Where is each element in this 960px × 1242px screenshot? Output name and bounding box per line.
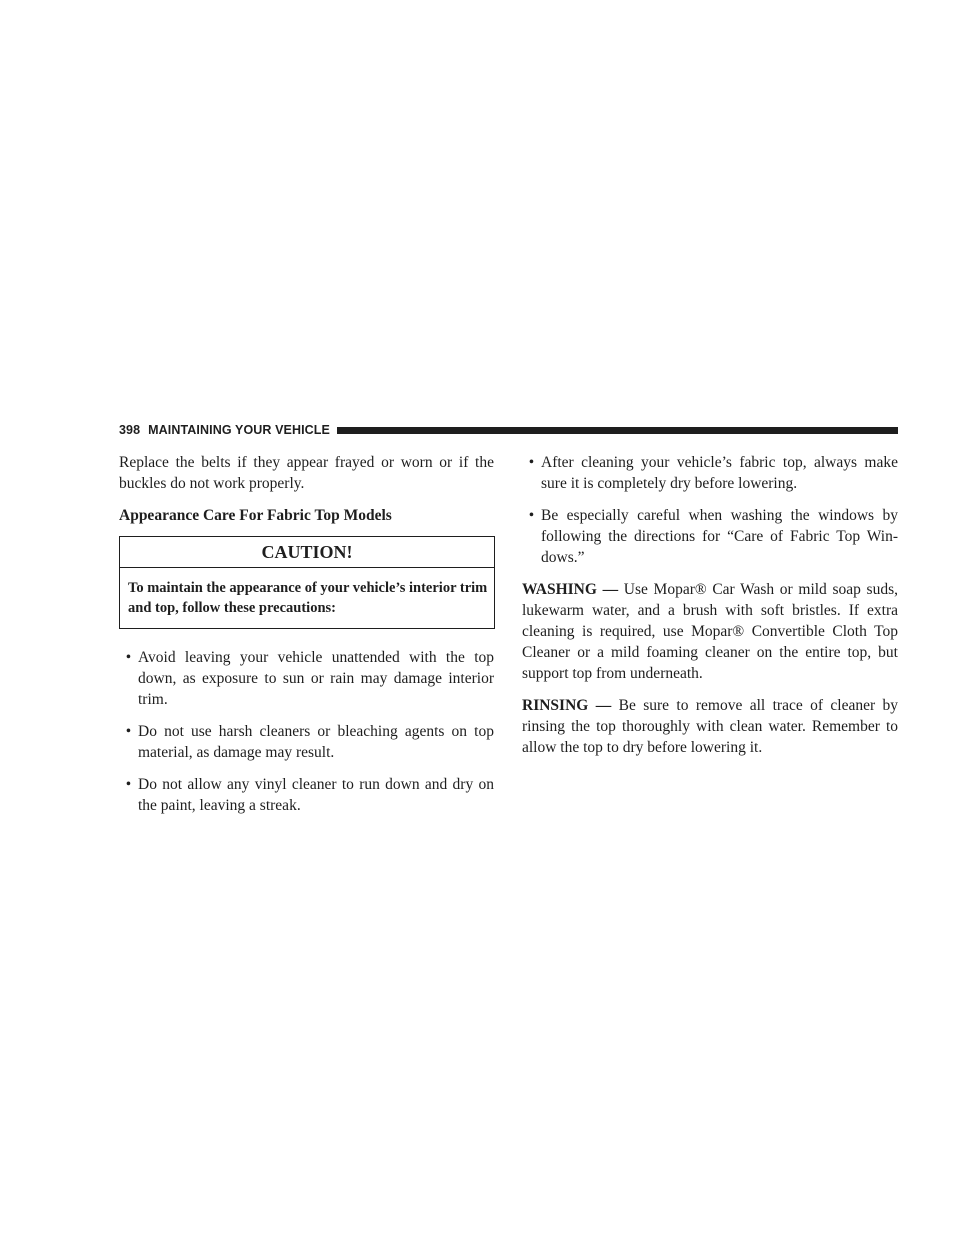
rinsing-label: RINSING — (522, 697, 612, 714)
caution-title: CAUTION! (120, 537, 494, 568)
header-text (119, 423, 330, 437)
bullet-glyph: • (125, 723, 132, 740)
washing-label: WASHING — (522, 581, 619, 598)
header-rule (337, 427, 898, 434)
page-number: 398 (119, 423, 141, 437)
section-heading: Appearance Care For Fabric Top Models (119, 507, 392, 524)
list-item (119, 721, 494, 763)
list-item-text: Do not use harsh cleaners or bleaching agents on top material, as damage may result. (138, 723, 494, 761)
washing-text: Use Mopar® Car Wash or mild soap suds, lukewarm water, and a brush with soft bristles. If extra cleaning is required, use Mopar® Convertible Cloth Top Cleaner or a mild foaming cleaner on the entire top, but support top from underneath. (522, 581, 898, 682)
list-item (522, 505, 898, 568)
rinsing-paragraph (522, 695, 898, 758)
bullet-glyph: • (125, 649, 132, 666)
list-item-text: After cleaning your vehicle’s fabric top, always make sure it is completely dry before lowering. (541, 454, 898, 492)
caution-body: To maintain the appearance of your vehicle’s interior trim and top, follow these precautions: (128, 580, 488, 616)
list-item-text: Be especially careful when washing the windows by following the directions for “Care of Fabric Top Win- dows.” (541, 507, 898, 566)
page-header (119, 421, 898, 439)
bullet-glyph: • (528, 507, 535, 524)
intro-paragraph: Replace the belts if they appear frayed or worn or if the buckles do not work properly. (119, 454, 494, 492)
list-item-text: Avoid leaving your vehicle unattended with the top down, as exposure to sun or rain may damage interior trim. (138, 649, 494, 708)
right-column (522, 452, 898, 758)
left-column (119, 452, 494, 816)
washing-paragraph (522, 579, 898, 684)
list-item (119, 647, 494, 710)
right-bullet-list (522, 452, 898, 568)
left-bullet-list (119, 647, 494, 816)
list-item (522, 452, 898, 494)
caution-box (119, 536, 495, 629)
list-item-text: Do not allow any vinyl cleaner to run down and dry on the paint, leaving a streak. (138, 776, 494, 814)
list-item (119, 774, 494, 816)
rinsing-text: Be sure to remove all trace of cleaner by rinsing the top thoroughly with clean water. Remember to allow the top to dry before lowering it. (522, 697, 899, 756)
bullet-glyph: • (125, 776, 132, 793)
bullet-glyph: • (528, 454, 535, 471)
section-title: MAINTAINING YOUR VEHICLE (148, 423, 330, 437)
